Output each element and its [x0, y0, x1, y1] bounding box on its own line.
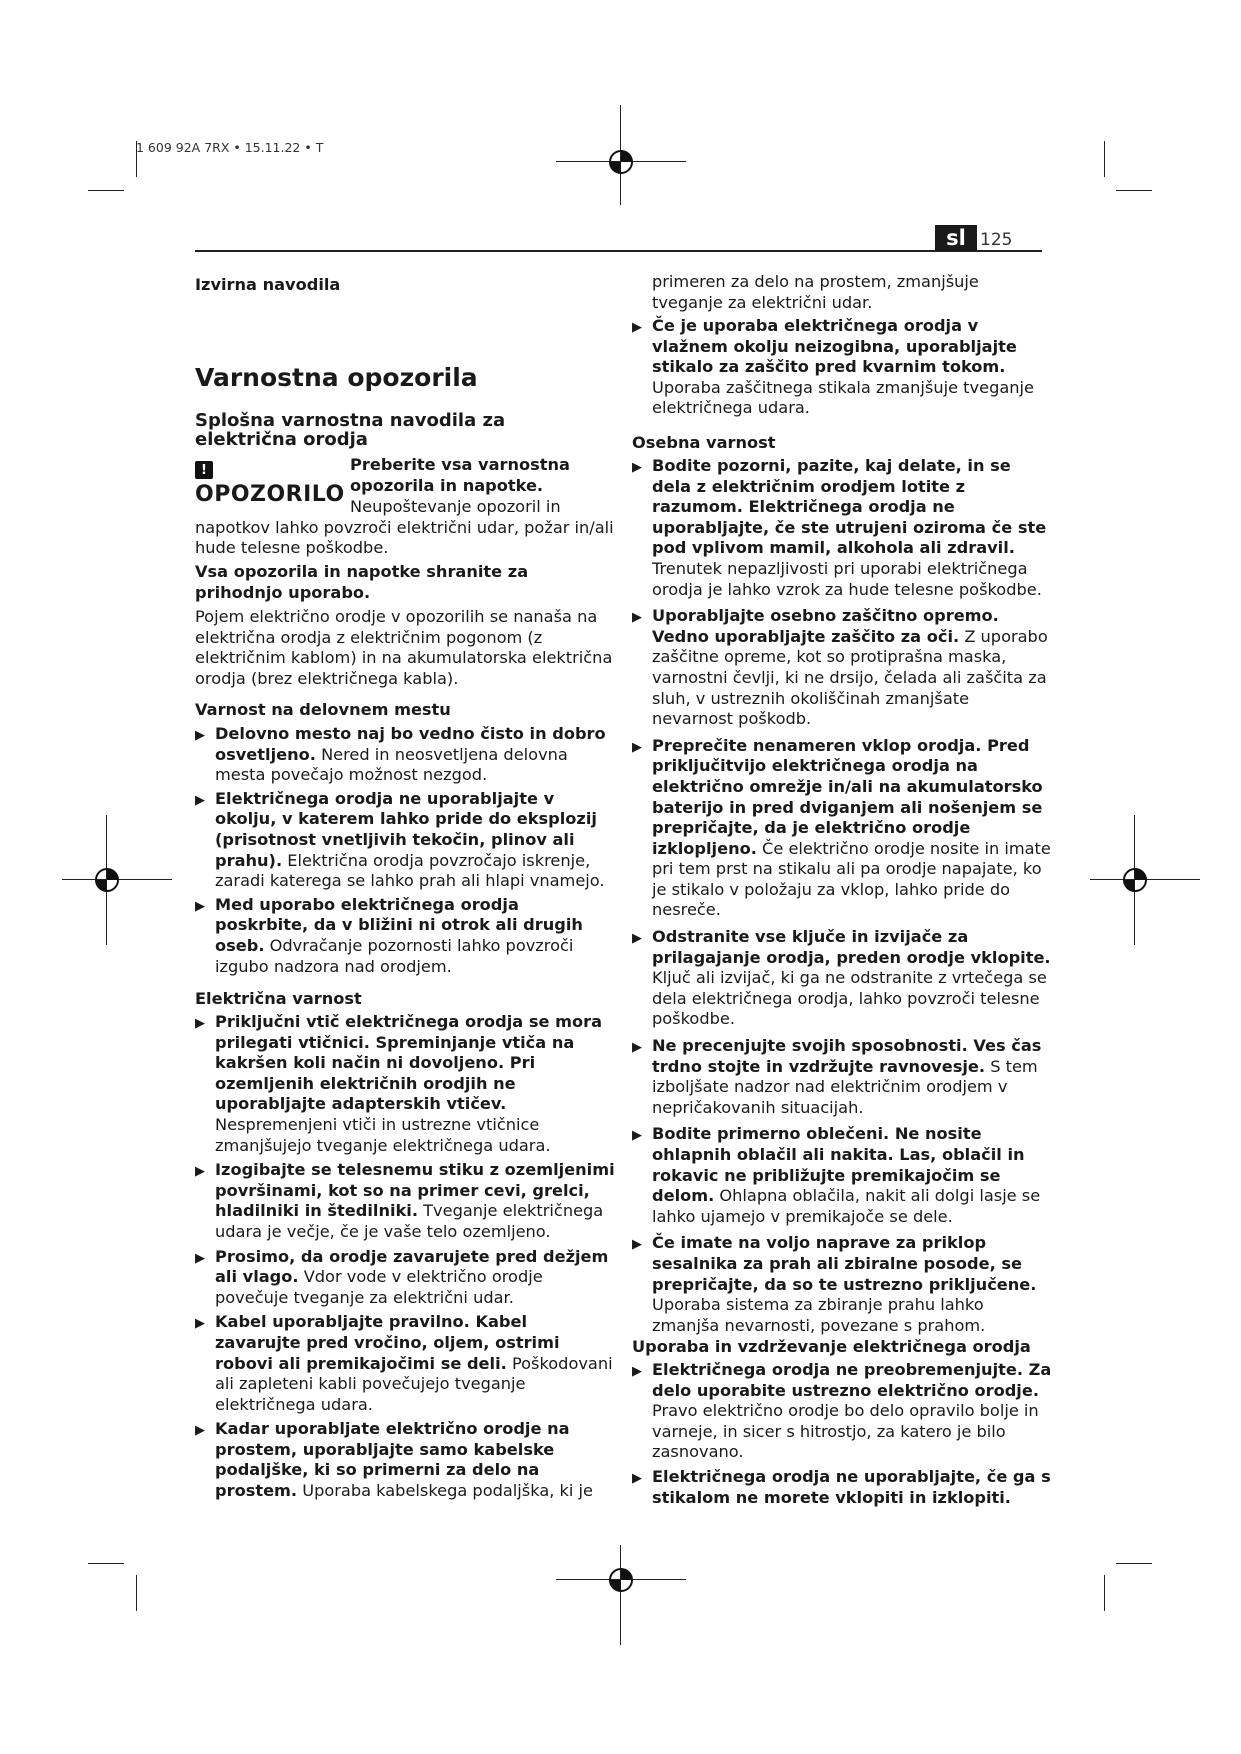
warning-text: Neupoštevanje opozoril in napotkov lahko povzroči električni udar, požar in/ali hude telesne poškodbe. [195, 497, 614, 558]
bullet-arrow-icon: ▶ [632, 460, 642, 475]
registration-top [556, 105, 686, 205]
section-electrical: Električna varnost [195, 989, 362, 1008]
electrical-list-continued [632, 316, 1052, 419]
workplace-list [195, 724, 615, 977]
registration-left [62, 815, 172, 945]
list-item: ▶ Električnega orodja ne uporabljajte, če ga s stikalom ne morete vklopiti in izklopiti. [632, 1466, 1051, 1507]
list-item: ▶ Bodite primerno oblečeni. Ne nosite ohlapnih oblačil ali nakita. Las, oblačil in rokavic ne približujte premikajočim se delom. Ohlapna oblačila, nakit ali dolgi lasje se lahko ujamejo v premikajoče se dele. [632, 1124, 1041, 1226]
bullet-arrow-icon: ▶ [195, 1164, 205, 1180]
list-item: ▶ Bodite pozorni, pazite, kaj delate, in se dela z električnim orodjem lotite z razumom. Električnega orodja ne uporabljajte, če ste utrujeni oziroma če ste pod vplivom mamil, alkohola ali zdravil. Trenutek nepazljivosti pri uporabi električnega orodja je lahko vzrok za hude telesne poškodbe. [632, 456, 1047, 599]
bullet-arrow-icon: ▶ [632, 931, 642, 947]
registration-target-icon [1121, 866, 1149, 894]
list-item: ▶ Če je uporaba električnega orodja v vlažnem okolju neizogibna, uporabljajte stikalo za zaščito pred kvarnim tokom. Uporaba zaščitnega stikala zmanjšuje tveganje električnega udara. [632, 316, 1034, 418]
list-item: ▶ Preprečite nenameren vklop orodja. Pred priključitvijo električnega orodja na električno omrežje in/ali na akumulatorsko baterijo in pred dviganjem ali nošenjem se prepričajte, da je električno orodje izklopljeno. Če električno orodje nosite in imate pri tem prst na stikalu ali pa orodje napajate, ko je stikalo v položaju za vklop, lahko pride do nesreče. [632, 735, 1051, 920]
definition-text: Pojem električno orodje v opozorilih se nanaša na električna orodja z električnim pogonom (z električnim kablom) in na akumulatorska električna orodja (brez električnega kabla). [195, 607, 613, 688]
warning-word: OPOZORILO [195, 482, 345, 507]
doc-title: Izvirna navodila [195, 275, 341, 294]
header-rule [195, 250, 1042, 252]
print-id: 1 609 92A 7RX • 15.11.22 • T [136, 140, 324, 155]
bullet-arrow-icon: ▶ [632, 1364, 642, 1379]
registration-target-icon [607, 148, 635, 176]
list-item: ▶ Električnega orodja ne uporabljajte v okolju, v katerem lahko pride do eksplozij (prisotnost vnetljivih tekočin, plinov ali prahu). Električna orodja povzročajo iskrenje, zaradi katerega se lahko prah ali hlapi vnamejo. [195, 788, 605, 891]
crop-mark-bottom-right-v [1104, 1575, 1105, 1611]
bullet-arrow-icon: ▶ [632, 739, 642, 755]
bullet-arrow-icon: ▶ [632, 610, 642, 626]
list-item: ▶ Če imate na voljo naprave za priklop sesalnika za prah ali zbiralne posode, se prepričajte, da so te ustrezno priključene. Uporaba sistema za zbiranje prahu lahko zmanjša nevarnosti, povezane s prahom. [632, 1233, 1037, 1335]
list-item: ▶ Odstranite vse ključe in izvijače za prilagajanje orodja, preden orodje vklopite. Ključ ali izvijač, ki ga ne odstranite z vrtečega se dela električnega orodja, lahko povzroči telesne poškodbe. [632, 927, 1051, 1029]
list-item: ▶ Prosimo, da orodje zavarujete pred dežjem ali vlago. Vdor vode v električno orodje povečuje tveganje za električni udar. [195, 1246, 609, 1307]
keep-note: Vsa opozorila in napotke shranite za prihodnjo uporabo. [195, 562, 529, 602]
bullet-arrow-icon: ▶ [195, 1016, 205, 1031]
bullet-arrow-icon: ▶ [632, 1040, 642, 1056]
list-item: ▶ Ne precenjujte svojih sposobnosti. Ves čas trdno stojte in vzdržujte ravnovesje. S tem izboljšate nadzor nad električnim orodjem v nepričakovanih situacijah. [632, 1036, 1042, 1117]
sub-heading-line-2: električna orodja [195, 429, 368, 450]
registration-target-icon [93, 866, 121, 894]
list-item: ▶ Med uporabo električnega orodja poskrbite, da v bližini ni otrok ali drugih oseb. Odvračanje pozornosti lahko povzroči izgubo nadzora nad orodjem. [195, 894, 583, 976]
main-heading: Varnostna opozorila [195, 363, 478, 392]
crop-mark-top-left-h [88, 190, 124, 191]
sub-heading-line-1: Splošna varnostna navodila za [195, 410, 506, 431]
list-item: ▶ Uporabljajte osebno zaščitno opremo. Vedno uporabljajte zaščito za oči. Z uporabo zaščitne opreme, kot so protiprašna maska, varnostni čevlji, ki ne drsijo, čelada ali zaščita za sluh, v ustreznih okoliščinah zmanjšate nevarnost poškodb. [632, 606, 1048, 729]
registration-right [1090, 815, 1200, 945]
crop-mark-top-right-v [1104, 141, 1105, 177]
registration-bottom [556, 1545, 686, 1645]
bullet-arrow-icon: ▶ [195, 792, 205, 808]
bullet-arrow-icon: ▶ [195, 1250, 205, 1266]
list-item: ▶ Kabel uporabljajte pravilno. Kabel zavarujte pred vročino, oljem, ostrimi robovi ali premikajočimi se deli. Poškodovani ali zapleteni kabli povečujejo tveganje električnega udara. [195, 1312, 613, 1414]
list-item: ▶ Priključni vtič električnega orodja se mora prilegati vtičnici. Spreminjanje vtiča na kakršen koli način ni dovoljeno. Pri ozemljenih električnih orodjih ne uporabljajte adapterskih vtičev. Nespremenjeni vtiči in ustrezne vtičnice zmanjšujejo tveganje električnega udara. [195, 1012, 603, 1155]
section-use: Uporaba in vzdrževanje električnega orodja [632, 1337, 1031, 1356]
bullet-arrow-icon: ▶ [632, 320, 642, 335]
crop-mark-top-right-h [1116, 190, 1152, 191]
personal-list [632, 456, 1052, 1336]
use-list [632, 1360, 1052, 1508]
warning-triangle-icon: ! [195, 461, 213, 479]
crop-mark-bottom-right-h [1116, 1563, 1152, 1564]
bullet-arrow-icon: ▶ [632, 1237, 642, 1253]
bullet-arrow-icon: ▶ [195, 728, 205, 743]
bullet-arrow-icon: ▶ [632, 1128, 642, 1144]
warning-bold: Preberite vsa varnostna opozorila in napotke. [350, 455, 570, 495]
bullet-arrow-icon: ▶ [195, 898, 205, 914]
list-item: ▶ Električnega orodja ne preobremenjujte. Za delo uporabite ustrezno električno orodje. Pravo električno orodje bo delo opravilo bolje in varneje, in sicer s hitrostjo, za katero je bilo zasnovano. [632, 1360, 1052, 1462]
electrical-list [195, 1012, 615, 1502]
list-item: ▶ Delovno mesto naj bo vedno čisto in dobro osvetljeno. Nered in neosvetljena delovna mesta povečajo možnost nezgod. [195, 724, 606, 785]
language-badge: sl [935, 225, 977, 251]
bullet-arrow-icon: ▶ [632, 1470, 642, 1486]
crop-mark-bottom-left-h [88, 1563, 124, 1564]
continuation-text: primeren za delo na prostem, zmanjšuje tveganje za električni udar. [652, 272, 979, 312]
list-item: ▶ Izogibajte se telesnemu stiku z ozemljenimi površinami, kot so na primer cevi, grelci, hladilniki in štedilniki. Tveganje električnega udara je večje, če je vaše telo ozemljeno. [195, 1160, 615, 1241]
section-workplace: Varnost na delovnem mestu [195, 700, 451, 719]
section-personal: Osebna varnost [632, 433, 776, 452]
crop-mark-bottom-left-v [136, 1575, 137, 1611]
page-number: 125 [980, 230, 1013, 250]
registration-target-icon [607, 1566, 635, 1594]
list-item: ▶ Kadar uporabljate električno orodje na prostem, uporabljajte samo kabelske podaljške, ki so primerni za delo na prostem. Uporaba kabelskega podaljška, ki je [195, 1419, 594, 1501]
bullet-arrow-icon: ▶ [195, 1316, 205, 1332]
bullet-arrow-icon: ▶ [195, 1423, 205, 1439]
